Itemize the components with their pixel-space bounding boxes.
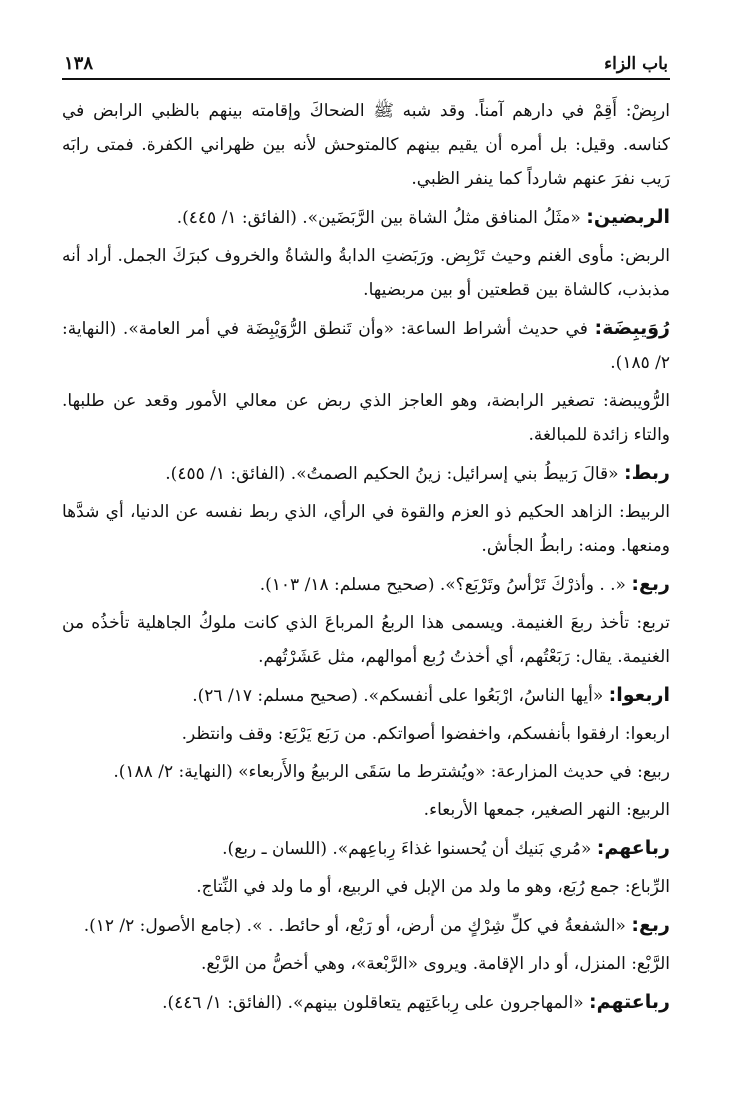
lemma-headword: ربط: xyxy=(623,462,670,484)
lemma-headword: اربعوا: xyxy=(608,684,670,706)
lemma-headword: رباعهم: xyxy=(596,837,670,859)
lemma-headword: ربع: xyxy=(631,573,670,595)
lemma-headword: الربضين: xyxy=(586,206,670,228)
gloss-paragraph: اربِضْ: أَقِمْ في دارهم آمناً. وقد شبه ﷺ الضحاكَ وإقامته بينهم بالظبي الرابض في كناسه. وقيل: بل أمره أن يقيم بينهم كالمتوحش لأنه بين ظهراني الكفرة. فمتى رابَه رَيب نفرَ عنهم شارداً كما ينفر الظبي. xyxy=(62,101,670,189)
entries-list xyxy=(62,94,670,1020)
lemma-text: «أيها الناسُ، ارْبَعُوا على أنفسكم». (صحيح مسلم: ١٧/ ٢٦). xyxy=(192,686,609,706)
lemma-text: «قالَ رَبيطُ بني إسرائيل: زينُ الحكيم الصمتُ». (الفائق: ١/ ٤٥٥). xyxy=(165,464,624,484)
lemma-entry xyxy=(62,908,670,943)
lemma-entry xyxy=(62,985,670,1020)
gloss-paragraph: الربيع: النهر الصغير، جمعها الأربعاء. xyxy=(423,800,670,820)
lemma-entry xyxy=(62,456,670,491)
gloss-paragraph: الرِّباع: جمع رُبَع، وهو ما ولد من الإبل في الربيع، أو ما ولد في النِّتاج. xyxy=(196,877,670,897)
lemma-text: في حديث أشراط الساعة: «وأن تَنطق الرُّوَيْبِضَة في أمر العامة». (النهاية: ٢/ ١٨٥). xyxy=(62,319,670,373)
gloss-paragraph: الرَّبْع: المنزل، أو دار الإقامة. ويروى «الرَّبْعة»، وهي أخصُّ من الرَّبْع. xyxy=(200,954,670,974)
lemma-text: «الشفعةُ في كلِّ شِرْكٍ من أرض، أو رَبْع، أو حائط. . ». (جامع الأصول: ٢/ ١٢). xyxy=(83,916,632,936)
gloss-paragraph: الربض: مأوى الغنم وحيث تَرْبِض. ورَبَضتِ الدابةُ والشاةُ والخروف كبرَكَ الجمل. أراد أنه مذبذب، كالشاة بين قطعتين أو بين مربضيها. xyxy=(62,246,670,300)
lemma-text: «المهاجرون على رِباعَتِهم يتعاقلون بينهم». (الفائق: ١/ ٤٤٦). xyxy=(162,993,590,1013)
gloss-paragraph: الرُّويبضة: تصغير الرابضة، وهو العاجز الذي ربض عن معالي الأمور وقعد عن طلبها. والتاء زائدة للمبالغة. xyxy=(62,391,670,445)
dictionary-page xyxy=(62,44,670,1024)
gloss-paragraph: تربع: تأخذ ربعَ الغنيمة. ويسمى هذا الربعُ المرباعَ الذي كانت ملوكُ الجاهلية تأخذُه من الغنيمة. يقال: رَبَعْتُهم، أي أخذتُ رُبع أموالهم، مثل عَشَرْتُهم. xyxy=(62,613,670,667)
chapter-title: باب الزاء xyxy=(604,54,668,74)
lemma-entry xyxy=(62,200,670,235)
lemma-entry xyxy=(62,831,670,866)
lemma-text: «مُري بَنيك أن يُحسنوا غذاءَ رِباعِهم». (اللسان ـ ربع). xyxy=(222,839,597,859)
lemma-text: «مثَلُ المنافق مثلُ الشاة بين الرَّبَضَين». (الفائق: ١/ ٤٤٥). xyxy=(176,208,587,228)
gloss-paragraph: اربعوا: ارفقوا بأنفسكم، واخفضوا أصواتكم. من رَبَع يَرْبَع: وقف وانتظر. xyxy=(181,724,670,744)
gloss-paragraph: الربيط: الزاهد الحكيم ذو العزم والقوة في الرأي، الذي ربط نفسه عن الدنيا، أي شدَّها ومنعها. ومنه: رابطُ الجأش. xyxy=(62,502,670,556)
lemma-entry xyxy=(62,311,670,380)
lemma-entry xyxy=(62,678,670,713)
lemma-headword: رباعتهم: xyxy=(589,991,670,1013)
running-head xyxy=(62,44,670,80)
page-number: ١٣٨ xyxy=(64,53,94,74)
lemma-text: «. . وأذرْكَ تَرْأسُ وتَرْبَع؟». (صحيح مسلم: ١٨/ ١٠٣). xyxy=(259,575,632,595)
lemma-headword: رُوَيبِضَة: xyxy=(594,317,670,339)
lemma-headword: ربع: xyxy=(631,914,670,936)
lemma-entry xyxy=(62,567,670,602)
gloss-paragraph: ربيع: في حديث المزارعة: «ويُشترط ما سَقَى الربيعُ والأَربعاء» (النهاية: ٢/ ١٨٨). xyxy=(113,762,670,782)
